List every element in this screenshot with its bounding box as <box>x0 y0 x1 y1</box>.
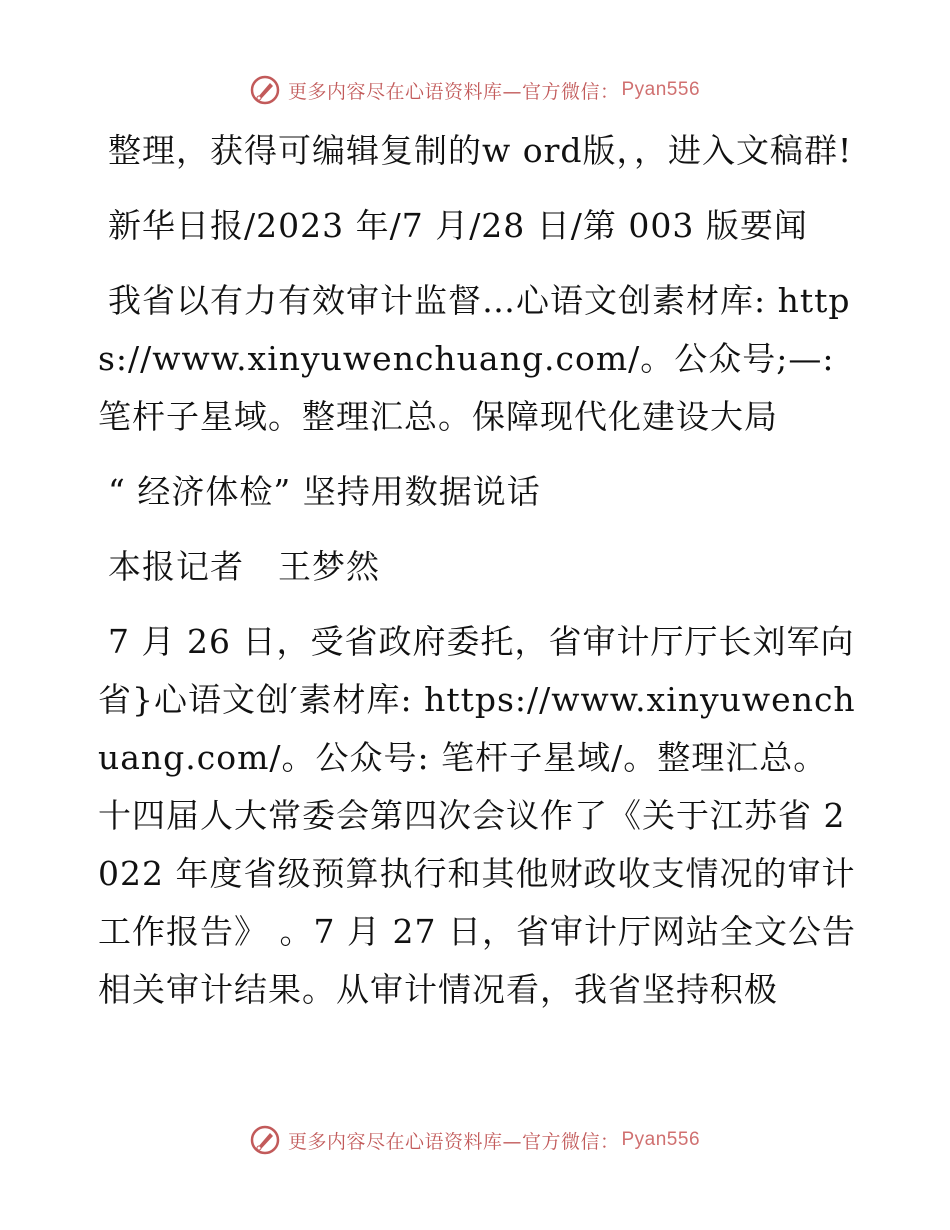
banner-handle: Pyan556 <box>621 1129 701 1150</box>
paragraph-article-body: 7 月 26 日，受省政府委托，省审计厅厅长刘军向省}心语文创′素材库: https://www.xinyuwenchuang.com/。公众号: 笔杆子星域/。整理汇总。十四届人大常委会第四次会议作了《关于江苏省 2022 年度省级预算执行和其他财政收支情况的审计工作报告》 。7 月 27 日，省审计厅网站全文公告相关审计结果。从审计情况看，我省坚持积极 <box>98 622 856 1009</box>
banner-text: 更多内容尽在心语资料库—官方微信： <box>287 1130 620 1153</box>
banner-text: 更多内容尽在心语资料库—官方微信： <box>287 80 620 103</box>
paragraph-intro: 整理，获得可编辑复制的w ord版，，进入文稿群! <box>108 131 853 170</box>
paragraph-subheadline: “ 经济体检” 坚持用数据说话 <box>108 472 541 511</box>
pen-logo-icon <box>250 1125 280 1155</box>
document-body <box>98 122 858 1036</box>
footer-watermark-banner <box>0 1120 950 1160</box>
pen-logo-icon <box>250 75 280 105</box>
paragraph-headline: 我省以有力有效审计监督…心语文创素材库: https://www.xinyuwenchuang.com/。公众号;—:笔杆子星域。整理汇总。保障现代化建设大局 <box>98 281 851 436</box>
paragraph-byline: 本报记者 王梦然 <box>108 547 380 586</box>
paragraph-source-line: 新华日报/2023 年/7 月/28 日/第 003 版要闻 <box>108 206 808 245</box>
banner-handle: Pyan556 <box>621 79 701 100</box>
header-watermark-banner <box>0 70 950 110</box>
